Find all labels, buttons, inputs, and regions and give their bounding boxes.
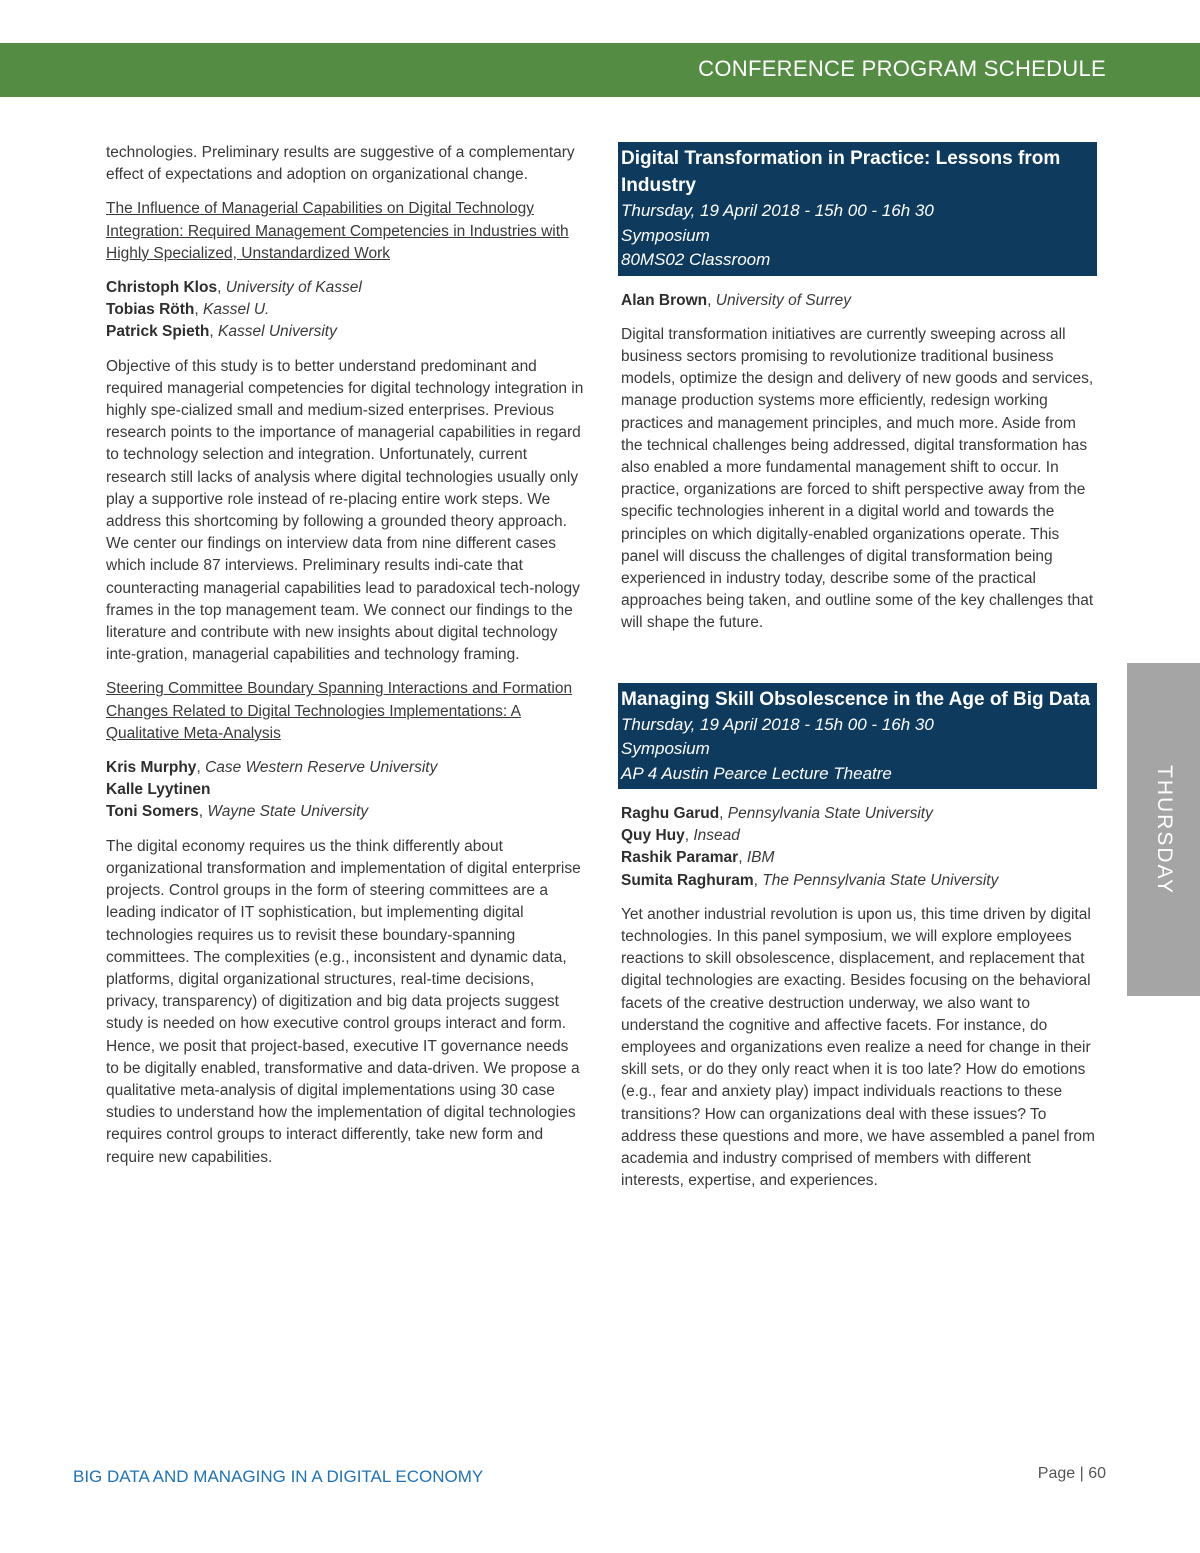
author-entry (106, 779, 584, 801)
author-entry: Tobias Röth, Kassel U. (106, 301, 270, 319)
author-affiliation: IBM (746, 849, 775, 867)
session-title: Digital Transformation in Practice: Lessons from Industry (621, 148, 1061, 196)
intro-text: technologies. Preliminary results are suggestive of a complementary effect of expectations and adoption on organizational change. (106, 144, 575, 184)
session-title: Managing Skill Obsolescence in the Age of Big Data (621, 688, 1091, 710)
author-entry: Quy Huy, Insead (621, 827, 740, 845)
author-entry: Rashik Paramar, IBM (621, 849, 775, 867)
spacer (621, 789, 1097, 803)
author-name: Patrick Spieth (106, 323, 210, 341)
author-name: Rashik Paramar (621, 849, 739, 867)
day-side-tab (1127, 663, 1200, 996)
author-affiliation: University of Kassel (225, 279, 362, 297)
page-label: Page (1037, 1465, 1076, 1482)
spacer (621, 276, 1097, 290)
author-affiliation: Kassel U. (203, 301, 270, 319)
author-affiliation: Case Western Reserve University (205, 759, 438, 777)
author-entry: Toni Somers, Wayne State University (106, 803, 369, 821)
session-datetime: Thursday, 19 April 2018 - 15h 00 - 16h 30 (621, 201, 934, 220)
paper-abstract: Objective of this study is to better understand predominant and required managerial competencies for digital technology integration in highly spe-cialized small and medium-sized enterprises. Previous research points to the importance of managerial capabilities in regard to technology selection and integration. Unfortunately, current research still lacks of analysis where digital technologies usually only play a supportive role instead of re-placing entire work steps. We address this shortcoming by following a grounded theory approach. We center our findings on interview data from nine different cases which include 87 interviews. Preliminary results indi-cate that counteracting managerial capabilities lead to paradoxical tech-nology frames in the top management team. We connect our findings to the literature and contribute with new insights about digital technology inte-gration, managerial capabilities and technology framing. (106, 357, 584, 664)
session-datetime: Thursday, 19 April 2018 - 15h 00 - 16h 30 (621, 714, 934, 734)
author-affiliation: Wayne State University (207, 803, 369, 821)
author-entry: Alan Brown, University of Surrey (621, 291, 851, 309)
paper-abstract: The digital economy requires us the think differently about organizational transformation and implementation of digital enterprise projects. Control groups in the form of steering committees are a leading indicator of IT sophistication, but implementing digital technologies requires us to revisit these boundary-spanning committees. The complexities (e.g., inconsistent and dynamic data, platforms, digital organizational structures, real-time decisions, privacy, transparency) of digitization and big data projects suggest study is needed on how executive control groups interact and form. Hence, we posit that project-based, executive IT governance needs to be digitally enabled, transformative and data-driven. We propose a qualitative meta-analysis of digital implementations using 30 case studies to understand how the implementation of digital technologies requires control groups to interact differently, take new form and require new capabilities. (106, 837, 581, 1166)
author-list (621, 290, 1097, 312)
author-name: Toni Somers (106, 803, 199, 821)
author-entry: Kris Murphy, Case Western Reserve University (106, 759, 438, 777)
author-entry: Patrick Spieth, Kassel University (106, 323, 337, 341)
author-name: Kalle Lyytinen (106, 781, 211, 799)
author-list (621, 803, 1097, 892)
paper-title[interactable]: Steering Committee Boundary Spanning Interactions and Formation Changes Related to Digital Technologies Implementations: A Qualitative Meta-Analysis (106, 680, 573, 742)
author-list (106, 757, 584, 824)
author-name: Christoph Klos (106, 279, 218, 297)
author-affiliation: Kassel University (218, 323, 337, 341)
author-affiliation: Insead (693, 827, 740, 845)
author-list (106, 277, 584, 344)
page-separator: | (1079, 1465, 1084, 1482)
author-entry: Raghu Garud, Pennsylvania State University (621, 805, 933, 823)
spacer (621, 647, 1097, 683)
page-number: 60 (1088, 1465, 1106, 1482)
session-header (618, 683, 1097, 790)
author-name: Sumita Raghuram (621, 871, 754, 889)
session-abstract: Digital transformation initiatives are currently sweeping across all business sectors promising to revolutionize traditional business models, optimize the design and delivery of new goods and services, manage production systems more efficiently, redesign working practices and management principles, and much more. Aside from the technical challenges being addressed, digital transformation has also enabled a more fundamental management shift to occur. In practice, organizations are forced to shift perspective away from the specific technologies inherent in a digital world and towards the principles on which digitally-enabled organizations operate. This panel will discuss the challenges of digital transformation being experienced in industry today, describe some of the practical approaches being taken, and outline some of the key challenges that will shape the future. (621, 325, 1094, 632)
author-entry: Christoph Klos, University of Kassel (106, 279, 362, 297)
paper-title[interactable]: The Influence of Managerial Capabilities on Digital Technology Integration: Required Management Competencies in Industries with Highly Specialized, Unstandardized Work (106, 200, 569, 262)
author-name: Kris Murphy (106, 759, 197, 777)
author-entry: Sumita Raghuram, The Pennsylvania State University (621, 871, 999, 889)
session-header (618, 142, 1097, 276)
session-type: Symposium (621, 225, 710, 245)
footer-title: BIG DATA AND MANAGING IN A DIGITAL ECONOMY (73, 1467, 484, 1486)
session-room: AP 4 Austin Pearce Lecture Theatre (621, 763, 892, 783)
page-header-title: CONFERENCE PROGRAM SCHEDULE (698, 56, 1106, 81)
header-bar (0, 43, 1200, 97)
session-abstract: Yet another industrial revolution is upon us, this time driven by digital technologies. In this panel symposium, we will explore employees reactions to skill obsolescence, displacement, and replacement that digital technologies are exacting. Besides focusing on the behavioral facets of the creative destruction underway, we also want to understand the cognitive and affective facets. For instance, do employees and organizations even realize a need for change in their skill sets, or do they only react when it is too late? How do emotions (e.g., fear and anxiety play) impact individuals reactions to these transitions? How can organizations deal with these issues? To address these questions and more, we have assembled a panel from academia and industry comprised of members with different interests, expertise, and experiences. (621, 905, 1095, 1190)
author-name: Raghu Garud (621, 805, 720, 823)
session-type: Symposium (621, 739, 710, 759)
author-name: Quy Huy (621, 827, 685, 845)
author-name: Tobias Röth (106, 301, 195, 319)
page-number-footer (1038, 1465, 1106, 1483)
left-column (106, 142, 584, 1181)
session-room: 80MS02 Classroom (621, 250, 771, 269)
day-label: THURSDAY (1152, 764, 1176, 895)
author-affiliation: University of Surrey (715, 291, 851, 309)
right-column (621, 142, 1097, 1205)
author-affiliation: Pennsylvania State University (727, 805, 933, 823)
author-name: Alan Brown (621, 291, 708, 309)
author-affiliation: The Pennsylvania State University (762, 871, 999, 889)
